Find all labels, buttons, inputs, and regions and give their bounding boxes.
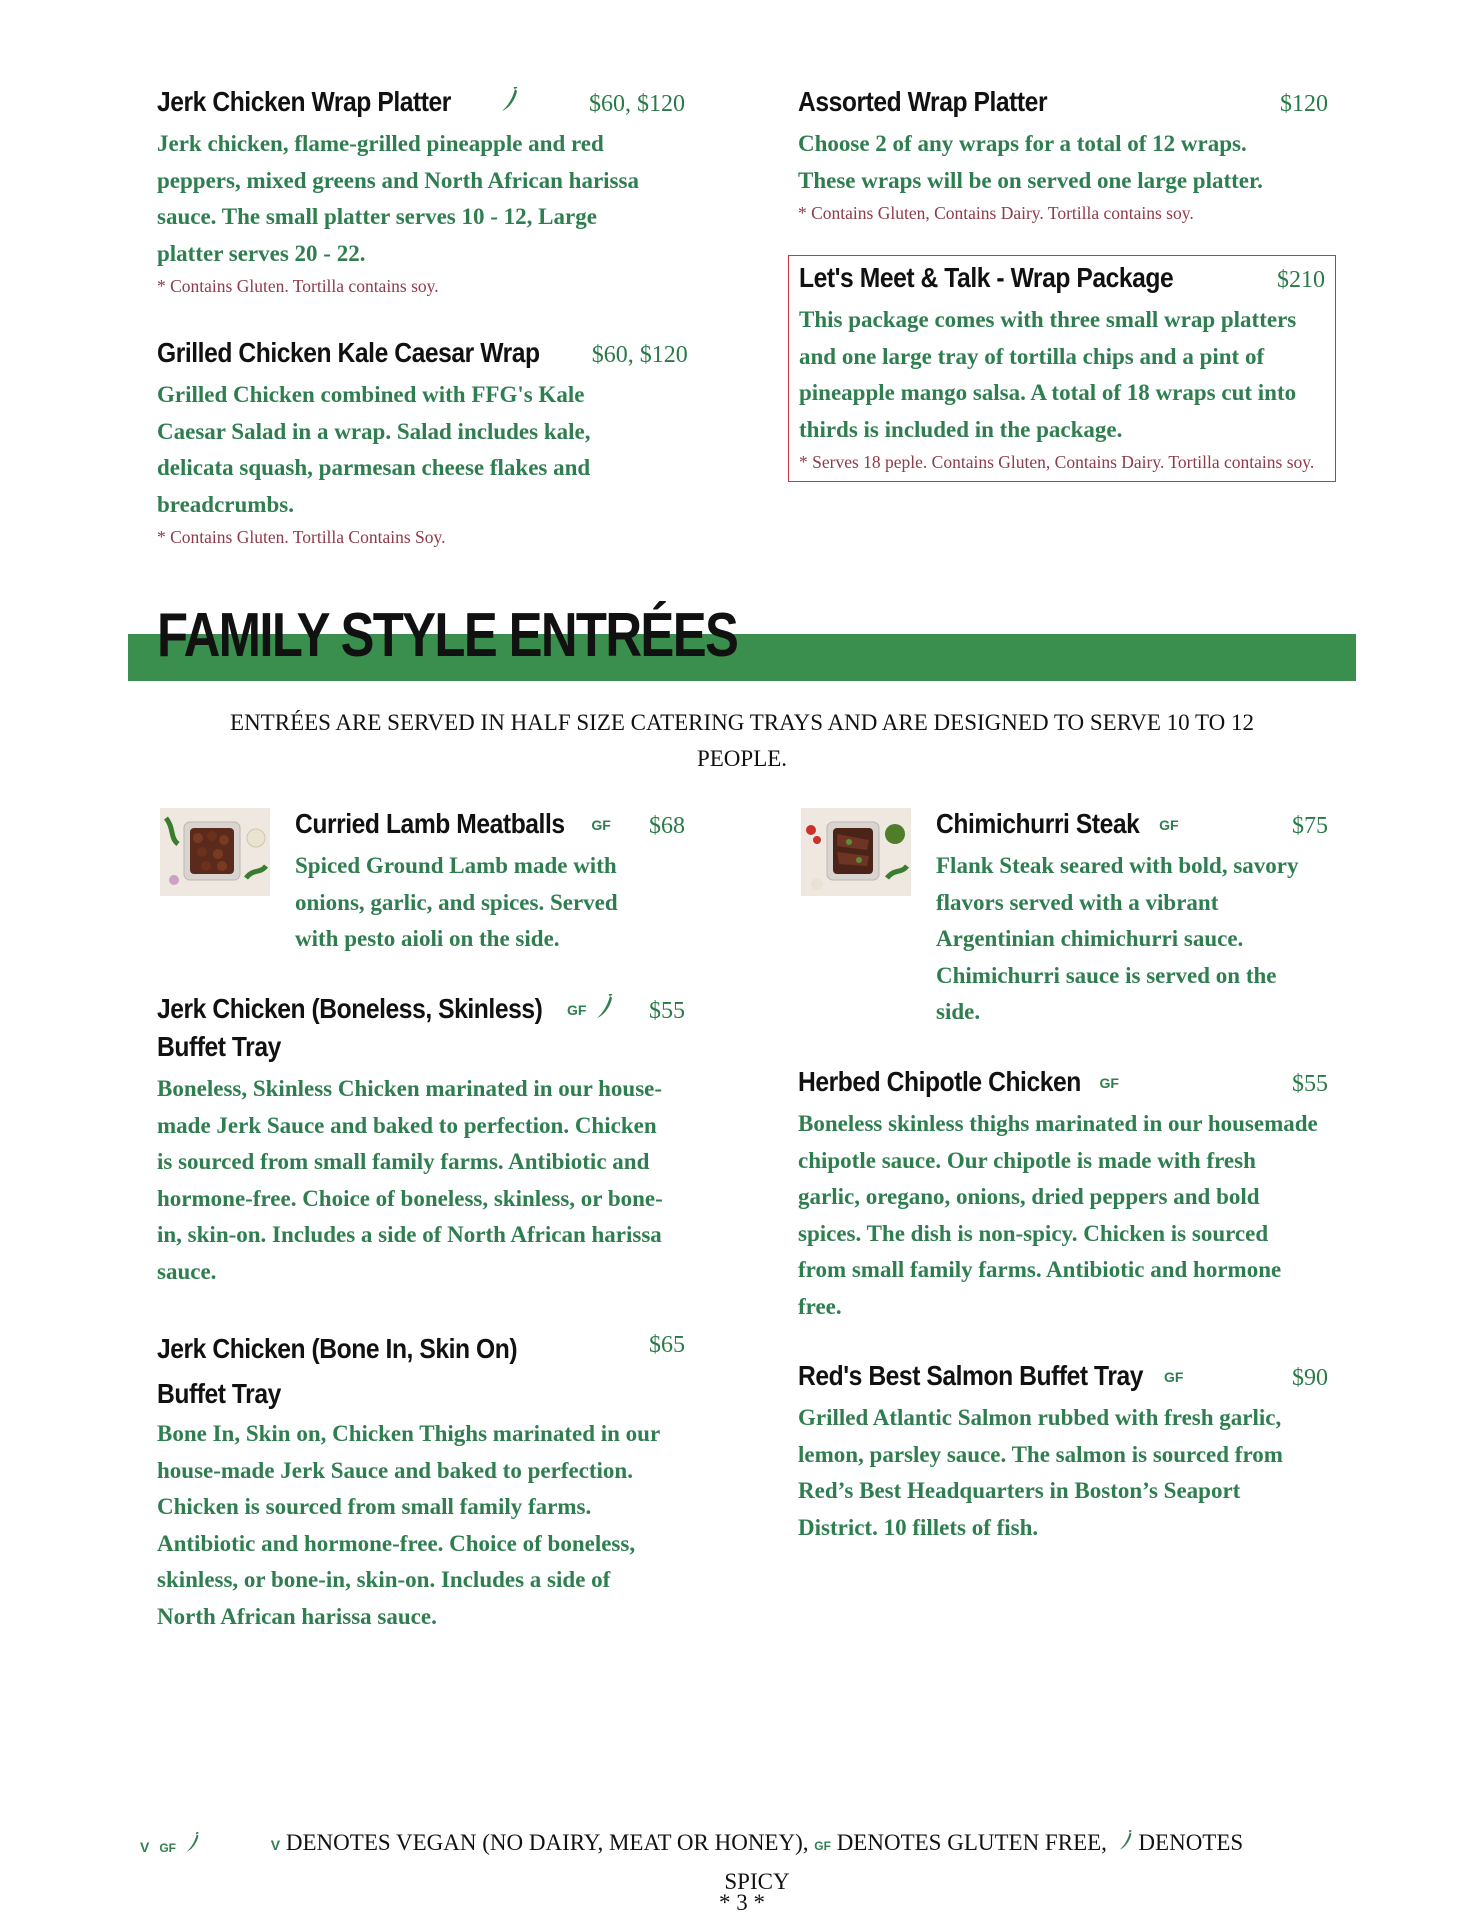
menu-item-jerk-chicken-boneless bbox=[157, 993, 685, 1290]
chili-pepper-icon bbox=[184, 1832, 200, 1854]
item-header bbox=[157, 337, 688, 369]
item-price: $210 bbox=[1277, 267, 1325, 293]
item-price: $120 bbox=[1280, 91, 1328, 117]
item-title: Assorted Wrap Platter bbox=[798, 86, 1048, 117]
dietary-legend-icons bbox=[140, 1832, 200, 1857]
item-title-group bbox=[157, 86, 519, 118]
item-description: Bone In, Skin on, Chicken Thighs marinated in our house-made Jerk Sauce and baked to perfection. Chicken is sourced from small family farms. Antibiotic and hormone-free. Choice of boneless, skinless, or bone-in, skin-on. Includes a side of North African harissa sauce. bbox=[157, 1421, 660, 1629]
item-description: Spiced Ground Lamb made with onions, garlic, and spices. Served with pesto aioli on the side. bbox=[295, 853, 618, 951]
item-title-group bbox=[798, 1360, 1184, 1392]
allergen-note: * Contains Gluten, Contains Dairy. Tortilla contains soy. bbox=[798, 203, 1194, 223]
item-header bbox=[157, 993, 685, 1025]
chili-pepper-icon bbox=[499, 87, 519, 113]
section-subtitle: ENTRÉES ARE SERVED IN HALF SIZE CATERING TRAYS AND ARE DESIGNED TO SERVE 10 TO 12 PEOPLE. bbox=[230, 710, 1254, 771]
item-title-group bbox=[936, 808, 1179, 840]
item-price: $75 bbox=[1292, 813, 1328, 839]
allergen-note: * Contains Gluten. Tortilla Contains Soy. bbox=[157, 527, 446, 547]
gluten-free-badge: GF bbox=[159, 1841, 177, 1855]
lamb-meatballs-photo bbox=[160, 808, 270, 896]
item-title: Jerk Chicken (Bone In, Skin On) Buffet Tray bbox=[157, 1333, 518, 1409]
item-price: $68 bbox=[649, 813, 685, 839]
item-description: Grilled Chicken combined with FFG's Kale Caesar Salad in a wrap. Salad includes kale, delicata squash, parmesan cheese flakes and breadcrumbs. bbox=[157, 382, 591, 517]
item-header bbox=[798, 1360, 1328, 1392]
vegan-badge: V bbox=[140, 1839, 150, 1855]
item-description: Grilled Atlantic Salmon rubbed with fresh garlic, lemon, parsley sauce. The salmon is sourced from Red’s Best Headquarters in Boston’s Seaport District. 10 fillets of fish. bbox=[798, 1405, 1283, 1540]
item-title: Curried Lamb Meatballs bbox=[295, 808, 565, 839]
item-header bbox=[157, 86, 685, 118]
item-header bbox=[295, 808, 685, 840]
item-description: This package comes with three small wrap platters and one large tray of tortilla chips and a pint of pineapple mango salsa. A total of 18 wraps cut into thirds is included in the package. bbox=[799, 307, 1297, 442]
menu-item-jerk-chicken-wrap-platter bbox=[157, 86, 685, 301]
food-photo-icon bbox=[160, 808, 270, 896]
gluten-free-badge: GF bbox=[1159, 817, 1179, 833]
item-title-line2-wrap bbox=[157, 1031, 685, 1063]
menu-item-kale-caesar-wrap bbox=[157, 337, 688, 552]
item-header bbox=[798, 1066, 1328, 1098]
gluten-free-badge: GF bbox=[1164, 1369, 1184, 1385]
menu-item-herbed-chipotle-chicken bbox=[798, 1066, 1328, 1325]
gluten-free-mark: GF bbox=[814, 1839, 831, 1853]
item-title: Jerk Chicken Wrap Platter bbox=[157, 86, 451, 117]
item-description: Jerk chicken, flame-grilled pineapple and red peppers, mixed greens and North African harissa sauce. The small platter serves 10 - 12, Large platter serves 20 - 22. bbox=[157, 131, 639, 266]
menu-item-assorted-wrap-platter bbox=[798, 86, 1328, 228]
item-price: $60, $120 bbox=[591, 342, 688, 368]
item-title-group bbox=[798, 1066, 1119, 1098]
vegan-mark: V bbox=[270, 1837, 281, 1853]
item-description: Flank Steak seared with bold, savory flavors served with a vibrant Argentinian chimichurri sauce. Chimichurri sauce is served on the side. bbox=[936, 853, 1299, 1024]
item-title: Grilled Chicken Kale Caesar Wrap bbox=[157, 337, 540, 368]
item-header bbox=[799, 262, 1325, 294]
menu-item-reds-best-salmon bbox=[798, 1360, 1328, 1546]
item-description: Choose 2 of any wraps for a total of 12 wraps. These wraps will be on served one large platter. bbox=[798, 131, 1263, 193]
item-header bbox=[157, 1332, 685, 1416]
menu-item-meet-and-talk-package bbox=[788, 255, 1336, 482]
allergen-note: * Contains Gluten. Tortilla contains soy. bbox=[157, 276, 439, 296]
gluten-free-badge: GF bbox=[566, 1002, 587, 1018]
item-title-line1: Jerk Chicken (Boneless, Skinless) bbox=[157, 993, 543, 1024]
vegan-legend-text: DENOTES VEGAN (NO DAIRY, MEAT OR HONEY), bbox=[285, 1830, 809, 1855]
gluten-free-legend-text: DENOTES GLUTEN FREE, bbox=[836, 1830, 1107, 1855]
dietary-legend bbox=[232, 1825, 1282, 1900]
item-description: Boneless skinless thighs marinated in our housemade chipotle sauce. Our chipotle is made with fresh garlic, oregano, onions, dried peppers and bold spices. The dish is non-spicy. Chicken is sourced from small family farms. Antibiotic and hormone free. bbox=[798, 1111, 1318, 1319]
item-description: Boneless, Skinless Chicken marinated in our house-made Jerk Sauce and baked to perfection. Chicken is sourced from small family farms. Antibiotic and hormone-free. Choice of boneless, skinless, or bone-in, skin-on. Includes a side of North African harissa sauce. bbox=[157, 1076, 663, 1284]
menu-item-chimichurri-steak bbox=[936, 808, 1328, 1031]
item-title-group bbox=[157, 993, 614, 1025]
gluten-free-badge: GF bbox=[591, 817, 611, 833]
item-title-group bbox=[295, 808, 611, 840]
page-number: * 3 * bbox=[719, 1890, 765, 1915]
item-price: $65 bbox=[649, 1332, 685, 1358]
chili-pepper-icon bbox=[594, 994, 614, 1020]
menu-item-jerk-chicken-bone-in bbox=[157, 1332, 685, 1635]
spicy-legend-text-2: SPICY bbox=[724, 1869, 790, 1894]
item-title: Herbed Chipotle Chicken bbox=[798, 1066, 1081, 1097]
item-header bbox=[936, 808, 1328, 840]
item-title: Let's Meet & Talk - Wrap Package bbox=[799, 262, 1174, 293]
chili-pepper-icon bbox=[1117, 1830, 1133, 1852]
menu-item-curried-lamb-meatballs bbox=[295, 808, 685, 958]
spicy-legend-text-1: DENOTES bbox=[1138, 1830, 1244, 1855]
item-header bbox=[798, 86, 1328, 118]
item-title: Chimichurri Steak bbox=[936, 808, 1140, 839]
gluten-free-badge: GF bbox=[1099, 1075, 1119, 1091]
item-price: $55 bbox=[1292, 1071, 1328, 1097]
item-title-line2: Buffet Tray bbox=[157, 1031, 281, 1062]
section-title: FAMILY STYLE ENTRÉES bbox=[157, 601, 738, 670]
item-price: $60, $120 bbox=[589, 91, 685, 117]
item-price: $90 bbox=[1292, 1365, 1328, 1391]
chimichurri-steak-photo bbox=[801, 808, 911, 896]
item-title: Red's Best Salmon Buffet Tray bbox=[798, 1360, 1144, 1391]
item-price: $55 bbox=[649, 998, 685, 1024]
food-photo-icon bbox=[801, 808, 911, 896]
allergen-note: * Serves 18 peple. Contains Gluten, Contains Dairy. Tortilla contains soy. bbox=[799, 452, 1315, 472]
